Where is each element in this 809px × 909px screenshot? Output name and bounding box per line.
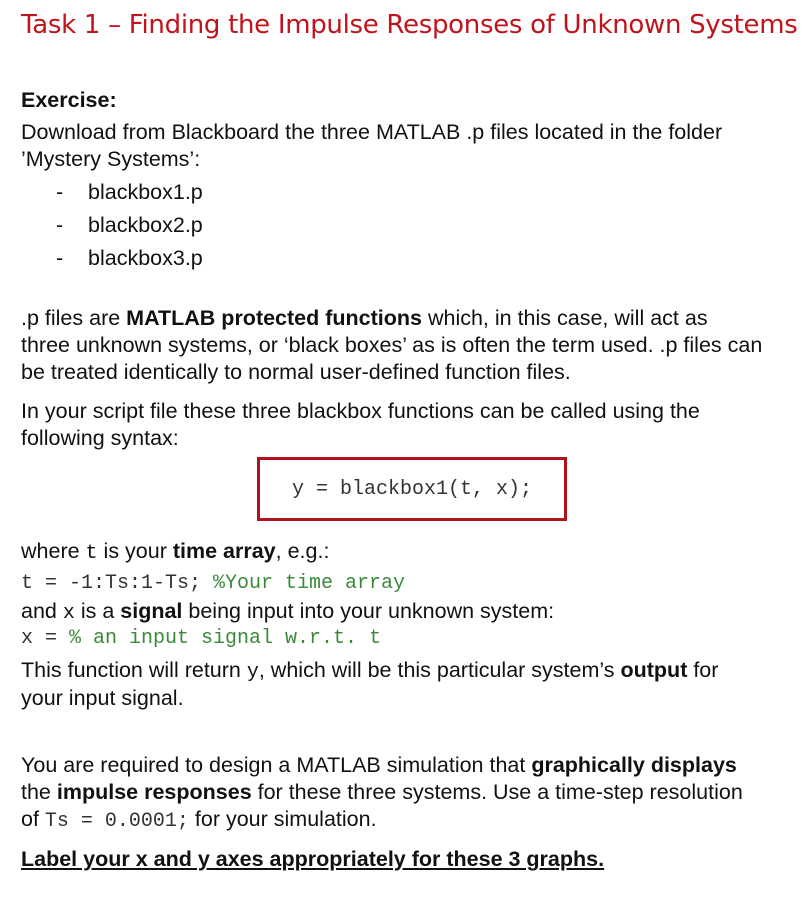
and-x-line xyxy=(21,598,554,627)
returns-line-2: your input signal. xyxy=(21,686,184,710)
text: is a xyxy=(74,599,121,623)
file-name: blackbox1.p xyxy=(88,180,203,204)
bold-text: signal xyxy=(120,599,183,623)
bold-text: output xyxy=(620,658,688,682)
exercise-heading-text: Exercise: xyxy=(21,88,117,112)
para1-line-3: be treated identically to normal user-defined function files. xyxy=(21,360,571,384)
exercise-heading xyxy=(21,87,117,114)
text: for these three systems. Use a time-step resolution xyxy=(251,780,743,804)
file-name: blackbox3.p xyxy=(88,246,203,270)
para2-line-2: following syntax: xyxy=(21,426,179,450)
bullet-dash: - xyxy=(56,180,64,204)
code: t = -1:Ts:1-Ts; xyxy=(21,572,214,595)
code-var: y xyxy=(246,661,259,684)
bullet-dash: - xyxy=(56,246,64,270)
returns-line-1 xyxy=(21,657,718,686)
para1-line-2: three unknown systems, or ‘black boxes’ as is often the term used. .p files can xyxy=(21,333,763,357)
bold-text: impulse responses xyxy=(56,780,252,804)
syntax-code-box xyxy=(257,457,567,521)
required-line-1 xyxy=(21,752,737,779)
code-comment: %Your time array xyxy=(213,572,406,595)
text: This function will return xyxy=(21,658,247,682)
para1-line-1 xyxy=(21,305,708,332)
bullet-dash: - xyxy=(56,213,64,237)
code-x-line xyxy=(21,625,381,652)
text: for xyxy=(687,658,719,682)
bold-text: graphically displays xyxy=(531,753,737,777)
where-line xyxy=(21,538,329,567)
file-name: blackbox2.p xyxy=(88,213,203,237)
label-instruction xyxy=(21,846,604,873)
text: .p files are xyxy=(21,306,127,330)
bold-text: time array xyxy=(172,539,276,563)
text: of xyxy=(21,807,45,831)
code-comment: % an input signal w.r.t. t xyxy=(69,627,382,650)
label-instruction-text: Label your x and y axes appropriately for these 3 graphs. xyxy=(21,847,605,871)
code-t-line xyxy=(21,570,405,597)
para2-line-1: In your script file these three blackbox functions can be called using the xyxy=(21,399,700,423)
syntax-code: y = blackbox1(t, x); xyxy=(291,477,533,501)
text: being input into your unknown system: xyxy=(182,599,555,623)
required-line-3 xyxy=(21,806,377,835)
bold-text: MATLAB protected functions xyxy=(126,306,422,330)
text: You are required to design a MATLAB simulation that xyxy=(21,753,532,777)
code-var: x xyxy=(62,602,75,625)
code: Ts = 0.0001; xyxy=(44,810,189,833)
text: is your xyxy=(97,539,173,563)
code: x = xyxy=(21,627,70,650)
required-line-2 xyxy=(21,779,743,806)
intro-line-1: Download from Blackboard the three MATLAB .p files located in the folder xyxy=(21,120,723,144)
intro-line-2: ’Mystery Systems’: xyxy=(21,147,201,171)
text: which, in this case, will act as xyxy=(421,306,708,330)
text: , which will be this particular system’s xyxy=(258,658,621,682)
page-title: Task 1 – Finding the Impulse Responses of Unknown Systems xyxy=(21,10,798,40)
text: and xyxy=(21,599,63,623)
text: , e.g.: xyxy=(275,539,330,563)
text: the xyxy=(21,780,57,804)
text: where xyxy=(21,539,86,563)
text: for your simulation. xyxy=(188,807,377,831)
code-var: t xyxy=(85,542,98,565)
